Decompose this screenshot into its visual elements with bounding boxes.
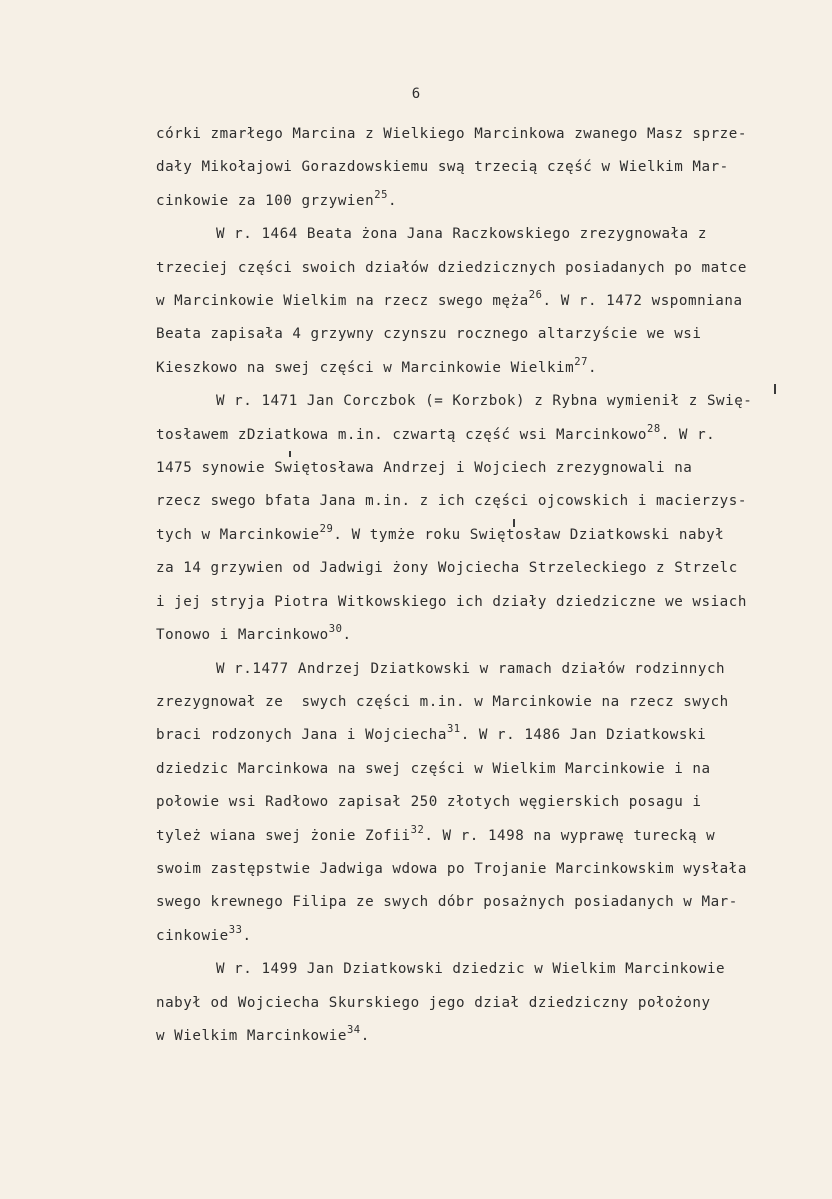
line-text-continued: . W r. 1472 wspomniana [542, 293, 743, 310]
text-line [156, 853, 804, 886]
line-text: W r.1477 Andrzej Dziatkowski w ramach działów rodzinnych [216, 660, 726, 677]
line-text: połowie wsi Radłowo zapisał 250 złotych węgierskich posagu i [156, 794, 702, 811]
text-line [156, 1020, 804, 1053]
line-text: i jej stryja Piotra Witkowskiego ich działy dziedziczne we wsiach [156, 593, 747, 610]
line-text-continued: . [242, 927, 252, 944]
text-line [156, 151, 804, 184]
line-text-continued: . W tymże roku Swiętosław Dziatkowski nabył [333, 526, 725, 543]
text-line [156, 385, 804, 418]
page-number: 6 [411, 86, 421, 102]
line-text-continued: . [342, 627, 352, 644]
footnote-marker: 30 [328, 623, 343, 636]
text-line [156, 218, 804, 251]
text-line [156, 519, 804, 552]
line-text: za 14 grzywien od Jadwigi żony Wojciecha Strzeleckiego z Strzelc [156, 560, 738, 577]
line-text: Beata zapisała 4 grzywny czynszu rocznego altarzyście we wsi [156, 326, 702, 343]
line-text: W r. 1499 Jan Dziatkowski dziedzic w Wielkim Marcinkowie [216, 961, 726, 978]
footnote-marker: 27 [574, 355, 588, 368]
line-text: swoim zastępstwie Jadwiga wdowa po Trojanie Marcinkowskim wysłała [156, 860, 747, 877]
line-text: cinkowie [156, 927, 229, 944]
text-line [156, 987, 804, 1020]
line-text: 1475 synowie Swiętosława Andrzej i Wojciech zrezygnowali na [156, 460, 693, 477]
ink-mark [774, 384, 776, 394]
text-line [156, 118, 804, 151]
footnote-marker: 28 [646, 422, 661, 435]
text-line [156, 252, 804, 285]
ink-mark [289, 451, 291, 457]
line-text: trzeciej części swoich działów dziedzicznych posiadanych po matce [156, 259, 747, 276]
line-text: rzecz swego bfata Jana m.in. z ich części ojcowskich i macierzys- [156, 493, 747, 510]
ink-mark [513, 519, 515, 527]
line-text-continued: . [587, 359, 598, 376]
text-line [156, 185, 804, 218]
text-line [156, 886, 804, 919]
line-text: Tonowo i Marcinkowo [156, 627, 329, 644]
line-text: braci rodzonych Jana i Wojciecha [156, 727, 447, 744]
line-text-continued: . [387, 192, 398, 209]
line-text: w Marcinkowie Wielkim na rzecz swego męża [156, 293, 529, 310]
text-line [156, 452, 804, 485]
footnote-marker: 29 [319, 522, 334, 535]
text-line [156, 586, 804, 619]
text-line [156, 953, 804, 986]
footnote-marker: 33 [228, 923, 243, 936]
footnote-marker: 26 [528, 289, 543, 302]
footnote-marker: 31 [446, 723, 461, 736]
line-text-continued: . W r. 1498 na wyprawę turecką w [424, 827, 716, 844]
text-line [156, 285, 804, 318]
line-text-continued: . W r. 1486 Jan Dziatkowski [460, 727, 707, 744]
text-line [156, 653, 804, 686]
text-line [156, 619, 804, 652]
line-text-continued: . W r. [660, 426, 716, 443]
text-line [156, 318, 804, 351]
line-text: cinkowie za 100 grzywien [156, 192, 375, 209]
line-text: tyleż wiana swej żonie Zofii [156, 827, 411, 844]
text-line [156, 552, 804, 585]
footnote-marker: 25 [374, 188, 388, 201]
text-line [156, 753, 804, 786]
text-line [156, 920, 804, 953]
text-line [156, 485, 804, 518]
body-text [156, 118, 804, 1053]
line-text-continued: . [360, 1027, 370, 1044]
line-text: Kieszkowo na swej części w Marcinkowie Wielkim [156, 359, 575, 376]
line-text: swego krewnego Filipa ze swych dóbr posażnych posiadanych w Mar- [156, 894, 738, 911]
line-text: w Wielkim Marcinkowie [156, 1027, 347, 1044]
text-line [156, 686, 804, 719]
text-line [156, 786, 804, 819]
line-text: dziedzic Marcinkowa na swej części w Wielkim Marcinkowie i na [156, 760, 711, 777]
text-line [156, 352, 804, 385]
text-line [156, 719, 804, 752]
line-text: W r. 1464 Beata żona Jana Raczkowskiego zrezygnowała z [216, 226, 707, 243]
line-text: córki zmarłego Marcina z Wielkiego Marcinkowa zwanego Masz sprze- [156, 126, 747, 142]
line-text: tosławem zDziatkowa m.in. czwartą część wsi Marcinkowo [156, 426, 647, 443]
text-line [156, 419, 804, 452]
line-text: W r. 1471 Jan Corczbok (= Korzbok) z Rybna wymienił z Swię- [216, 393, 753, 410]
line-text: nabył od Wojciecha Skurskiego jego dział dziedziczny położony [156, 994, 711, 1011]
footnote-marker: 34 [346, 1023, 361, 1036]
text-line [156, 820, 804, 853]
line-text: zrezygnował ze swych części m.in. w Marcinkowie na rzecz swych [156, 693, 729, 710]
footnote-marker: 32 [410, 823, 425, 836]
line-text: tych w Marcinkowie [156, 526, 320, 543]
line-text: dały Mikołajowi Gorazdowskiemu swą trzecią część w Wielkim Mar- [156, 159, 729, 176]
